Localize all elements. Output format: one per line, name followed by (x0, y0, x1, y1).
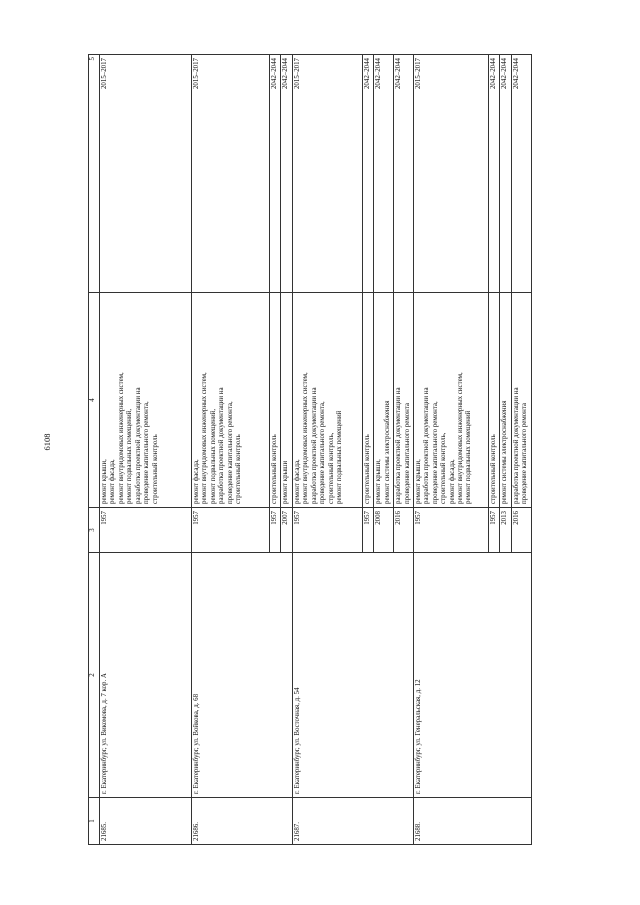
work-line: строительный контроль, (440, 432, 448, 504)
entry-number: 21686. (192, 798, 293, 845)
entry-year: 1957 (413, 508, 488, 553)
subrow-year: 1957 (488, 508, 499, 553)
subrow-work: ремонт крыши (281, 293, 292, 508)
table-row (100, 55, 192, 845)
table-row (413, 55, 488, 845)
work-line: ремонт внутридомовых инженерных систем, (201, 372, 209, 504)
page-number: 6108 (42, 433, 52, 451)
entry-works (100, 293, 192, 508)
header-col-2: 2 (89, 553, 100, 798)
rotated-table-area (88, 57, 566, 845)
entry-year: 1957 (192, 508, 270, 553)
work-line: ремонт крыши, (414, 459, 422, 504)
work-line: проведение капитального ремонта, (226, 401, 234, 504)
entry-year: 1957 (292, 508, 362, 553)
work-line: разработка проектной документации на (395, 387, 403, 504)
subrow-year: 2008 (374, 508, 394, 553)
subrow-work (511, 293, 531, 508)
subrow-period: 2042–2044 (374, 55, 394, 293)
entry-address: г. Екатеринбург, ул. Викомова, д. 7 кор. А (100, 553, 192, 798)
work-line: строительный контроль, (327, 432, 335, 504)
entry-number: 21688. (413, 798, 531, 845)
work-line: строительный контроль (235, 434, 243, 504)
entry-works (413, 293, 488, 508)
header-col-3: 3 (89, 508, 100, 553)
work-line: ремонт подвальных помещений, (209, 408, 217, 504)
subrow-period: 2042–2044 (281, 55, 292, 293)
work-line: разработка проектной документации на (134, 387, 142, 504)
entry-address: г. Екатеринбург, ул. Войкова, д. 68 (192, 553, 293, 798)
subrow-year: 2016 (511, 508, 531, 553)
repair-schedule-table (88, 54, 532, 845)
subrow-year: 1957 (362, 508, 373, 553)
entry-number: 21687. (292, 798, 413, 845)
subrow-period: 2042–2044 (500, 55, 511, 293)
work-line: разработка проектной документации на (512, 387, 520, 504)
work-line: ремонт фасада, (109, 459, 117, 504)
entry-period: 2015–2017 (100, 55, 192, 293)
subrow-work: строительный контроль (270, 293, 281, 508)
subrow-period: 2042–2044 (362, 55, 373, 293)
subrow-period: 2042–2044 (270, 55, 281, 293)
work-line: ремонт фасада, (448, 459, 456, 504)
work-line: проведение капитального ремонта (403, 403, 411, 504)
header-col-1: 1 (89, 798, 100, 845)
work-line: проведение капитального ремонта, (431, 401, 439, 504)
entry-number: 21685. (100, 798, 192, 845)
entry-period: 2015–2017 (192, 55, 270, 293)
work-line: проведение капитального ремонта (521, 403, 529, 504)
subrow-work: ремонт системы электроснабжения (500, 293, 511, 508)
entry-works (192, 293, 270, 508)
work-line: проведение капитального ремонта, (319, 401, 327, 504)
subrow-year: 1957 (270, 508, 281, 553)
subrow-year: 2016 (394, 508, 414, 553)
subrow-work (394, 293, 414, 508)
work-line: разработка проектной документации на (423, 387, 431, 504)
header-col-5: 5 (89, 55, 100, 293)
entry-year: 1957 (100, 508, 192, 553)
table-row (192, 55, 270, 845)
table-row (292, 55, 362, 845)
subrow-work: строительный контроль (488, 293, 499, 508)
work-line: строительный контроль (151, 434, 159, 504)
entry-address: г. Екатеринбург, ул. Генеральская, д. 12 (413, 553, 531, 798)
work-line: разработка проектной документации на (310, 387, 318, 504)
header-row (89, 55, 100, 845)
subrow-year: 2013 (500, 508, 511, 553)
subrow-work: строительный контроль (362, 293, 373, 508)
work-line: ремонт подвальных помещений, (126, 408, 134, 504)
work-line: ремонт крыши, (101, 459, 108, 504)
entry-period: 2015–2017 (292, 55, 362, 293)
subrow-year: 2007 (281, 508, 292, 553)
work-line: ремонт подвальных помещений (335, 410, 343, 504)
work-line: ремонт системы электроснабжения (383, 400, 391, 504)
work-line: ремонт подвальных помещений (465, 410, 473, 504)
work-line: ремонт внутридомовых инженерных систем, (117, 372, 125, 504)
subrow-period: 2042–2044 (394, 55, 414, 293)
subrow-period: 2042–2044 (488, 55, 499, 293)
header-col-4: 4 (89, 293, 100, 508)
work-line: ремонт внутридомовых инженерных систем, (457, 372, 465, 504)
entry-period: 2015–2017 (413, 55, 488, 293)
rotated-page-content (88, 57, 566, 845)
work-line: ремонт внутридомовых инженерных систем, (302, 372, 310, 504)
work-line: ремонт фасада, (293, 459, 301, 504)
work-line: ремонт фасада, (193, 459, 200, 504)
entry-works (292, 293, 362, 508)
work-line: ремонт крыши, (375, 459, 383, 504)
subrow-work (374, 293, 394, 508)
work-line: разработка проектной документации на (218, 387, 226, 504)
entry-address: г. Екатеринбург, ул. Восточная, д. 54 (292, 553, 413, 798)
subrow-period: 2042–2044 (511, 55, 531, 293)
work-line: проведение капитального ремонта, (143, 401, 151, 504)
